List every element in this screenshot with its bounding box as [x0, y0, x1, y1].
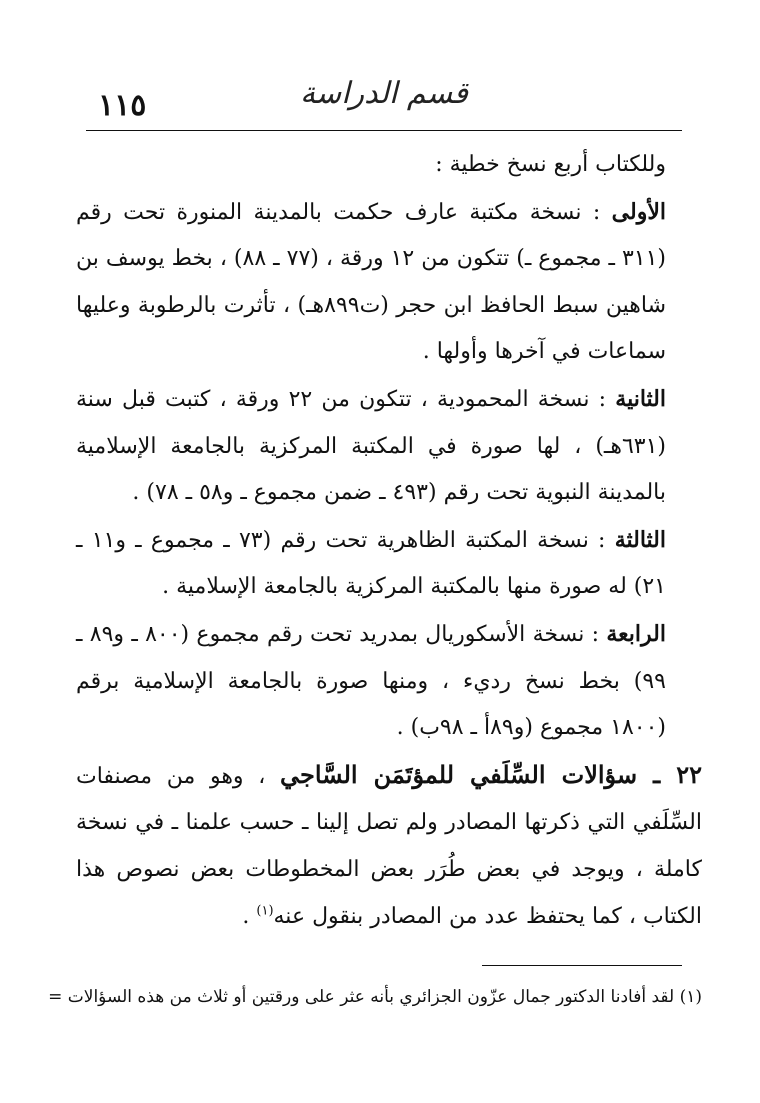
fourth-copy-text: : نسخة الأسكوريال بمدريد تحت رقم مجموع (٨٠٠ ـ و٨٩ ـ ٩٩) بخط نسخ رديء ، ومنها صورة بالجامعة الإسلامية برقم (١٨٠٠ مجموع (و٨٩أ ـ ٩٨ب) . [76, 621, 666, 741]
first-copy-text: : نسخة مكتبة عارف حكمت بالمدينة المنورة تحت رقم (٣١١ ـ مجموع ـ) تتكون من ١٢ ورقة ، (٧٧ ـ ٨٨) ، بخط يوسف بن شاهين سبط الحافظ ابن حجر (ت٨٩٩هـ) ، تأثرت بالرطوبة وعليها سماعات في آخرها وأولها . [76, 199, 667, 365]
third-copy-paragraph [76, 517, 702, 611]
section-paragraph [76, 752, 702, 940]
fourth-copy-lead: الرابعة [606, 620, 666, 647]
third-copy-lead: الثالثة [614, 526, 666, 553]
first-copy-lead: الأولى [611, 198, 666, 225]
section-end: . [242, 903, 257, 929]
section-text: ، وهو من مصنفات السِّلَفي التي ذكرتها المصادر ولم تصل إلينا ـ حسب علمنا ـ في نسخة كاملة ، ويوجد في بعض طُرَر بعض المخطوطات بعض نصوص هذا الكتاب ، كما يحتفظ عدد من المصادر بنقول عنه [76, 763, 702, 929]
second-copy-lead: الثانية [615, 385, 666, 412]
page-header [86, 70, 682, 131]
intro-text: وللكتاب أربع نسخ خطية : [435, 152, 666, 177]
third-copy-text: : نسخة المكتبة الظاهرية تحت رقم (٧٣ ـ مجموع ـ و١١ ـ ٢١) له صورة منها بالمكتبة المركزية بالجامعة الإسلامية . [76, 527, 666, 600]
footnote-text: لقد أفادنا الدكتور جمال عزّون الجزائري بأنه عثر على ورقتين أو ثلاث من هذه السؤالات = [48, 987, 675, 1007]
second-copy-text: : نسخة المحمودية ، تتكون من ٢٢ ورقة ، كتبت قبل سنة (٦٣١هـ) ، لها صورة في المكتبة المركزية بالجامعة الإسلامية بالمدينة النبوية تحت رقم (٤٩٣ ـ ضمن مجموع ـ و٥٨ ـ ٧٨) . [76, 386, 666, 506]
first-copy-paragraph [76, 189, 702, 376]
running-title: قسم الدراسة [300, 76, 468, 111]
fourth-copy-paragraph [76, 611, 702, 752]
section-heading: ٢٢ ـ سؤالات السِّلَفي للمؤتَمَن السَّاجي [280, 759, 702, 789]
footnote-number: (١) [679, 987, 702, 1007]
footnote [48, 984, 702, 1010]
intro-paragraph [76, 142, 702, 189]
body-text [76, 142, 702, 940]
footnote-divider [482, 965, 682, 966]
page-number: ١١٥ [98, 88, 147, 123]
footnote-reference[interactable]: (١) [256, 903, 274, 919]
second-copy-paragraph [76, 376, 702, 517]
